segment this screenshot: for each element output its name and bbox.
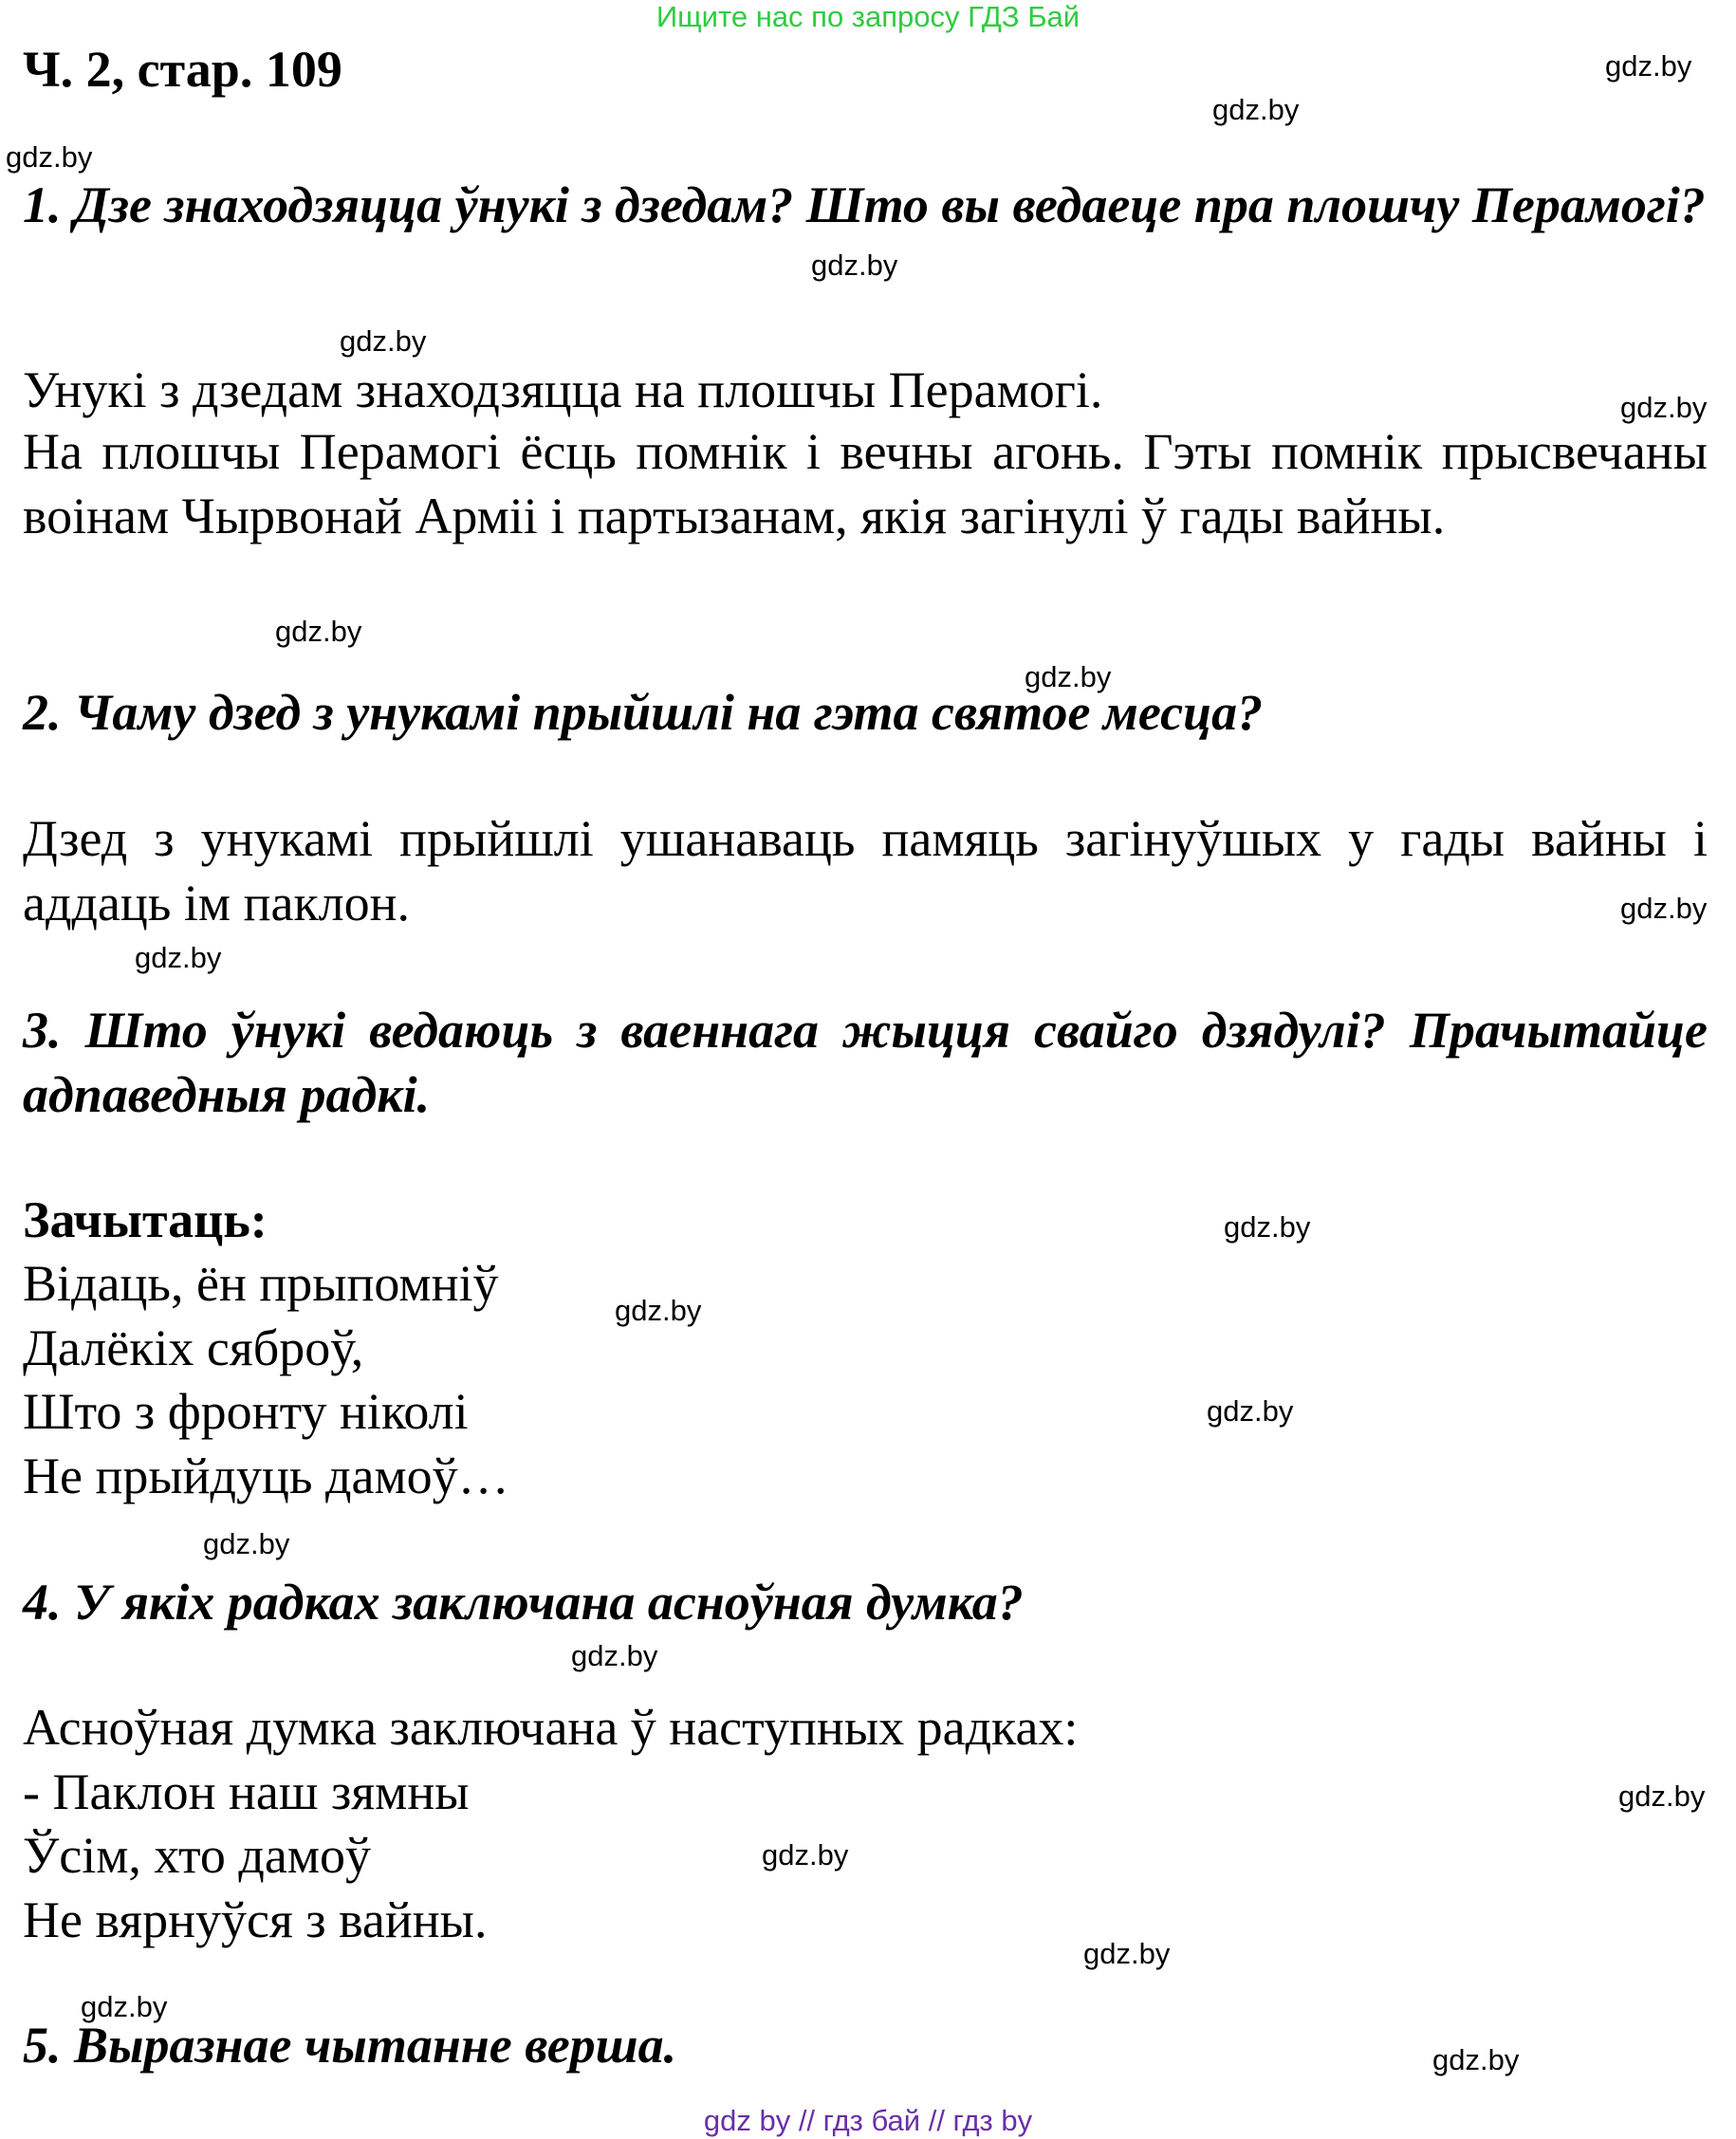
watermark: gdz.by (1432, 2043, 1520, 2076)
poem-line: Не прыйдуць дамоў… (23, 1448, 509, 1504)
question-2: 2. Чаму дзед з унукамі прыйшлі на гэта святое месца? (23, 684, 1264, 741)
page-title: Ч. 2, стар. 109 (23, 41, 342, 98)
watermark: gdz.by (1212, 93, 1300, 126)
watermark: gdz.by (275, 615, 362, 648)
watermark: gdz.by (571, 1639, 658, 1672)
question-3: 3. Што ўнукі ведаюць з ваеннага жыцця свайго дзядулі? Прачытайце адпаведныя радкі. (23, 1002, 1708, 1123)
poem-line: - Паклон наш зямны (23, 1763, 470, 1820)
footer-links[interactable]: gdz by // гдз бай // гдз by (703, 2104, 1033, 2137)
watermark: gdz.by (135, 941, 222, 974)
search-banner[interactable]: Ищите нас по запросу ГДЗ Бай (656, 0, 1080, 33)
answer-4-intro: Асноўная думка заключана ў наступных радках: (23, 1699, 1079, 1756)
watermark: gdz.by (1083, 1937, 1171, 1970)
watermark: gdz.by (1620, 391, 1708, 424)
answer-1-paragraph: На плошчы Перамогі ёсць помнік і вечны агонь. Гэты помнік прысвечаны воінам Чырвонай Арміі і партызанам, якія загінулі ў гады вайны. (23, 423, 1708, 544)
watermark: gdz.by (1025, 660, 1112, 693)
poem-line: Ўсім, хто дамоў (23, 1827, 372, 1884)
poem-line: Што з фронту ніколі (23, 1383, 469, 1440)
watermark: gdz.by (811, 249, 898, 282)
question-1: 1. Дзе знаходзяцца ўнукі з дзедам? Што вы ведаеце пра плошчу Перамогі? (23, 176, 1706, 233)
watermark: gdz.by (1605, 49, 1692, 83)
watermark: gdz.by (203, 1527, 290, 1560)
read-label: Зачытаць: (23, 1191, 268, 1248)
question-4: 4. У якіх радках заключана асноўная думка? (23, 1574, 1024, 1631)
watermark: gdz.by (1224, 1210, 1311, 1244)
poem-line: Далёкіх сяброў, (23, 1319, 364, 1376)
watermark: gdz.by (340, 324, 427, 358)
answer-2: Дзед з унукамі прыйшлі ушанаваць памяць загінуўшых у гады вайны і аддаць ім паклон. (23, 810, 1708, 931)
answer-1-line-1: Унукі з дзедам знаходзяцца на плошчы Перамогі. (23, 361, 1103, 418)
watermark: gdz.by (615, 1294, 702, 1327)
watermark: gdz.by (1620, 892, 1708, 925)
watermark: gdz.by (6, 140, 93, 174)
watermark: gdz.by (762, 1838, 849, 1872)
watermark: gdz.by (1207, 1394, 1294, 1428)
poem-line: Відаць, ён прыпомніў (23, 1255, 499, 1312)
question-5: 5. Выразнае чытанне верша. (23, 2017, 677, 2074)
watermark: gdz.by (81, 1990, 168, 2023)
poem-line: Не вярнуўся з вайны. (23, 1891, 488, 1948)
watermark: gdz.by (1618, 1779, 1706, 1813)
